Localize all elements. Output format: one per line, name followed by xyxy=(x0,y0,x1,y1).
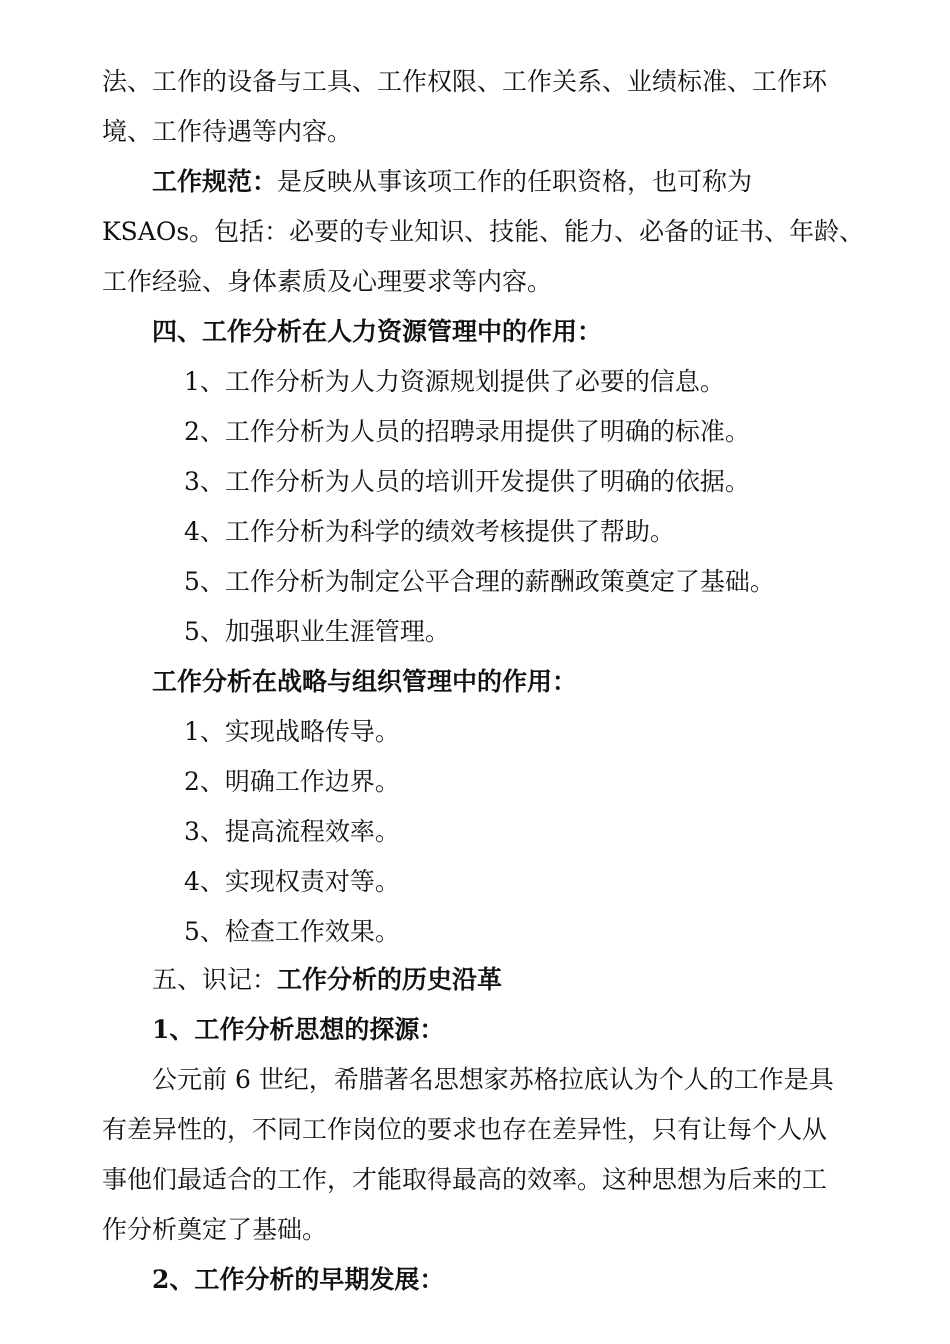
section-prefix: 五、识记： xyxy=(152,965,278,994)
paragraph-line: KSAOs。包括：必要的专业知识、技能、能力、必备的证书、年龄、 xyxy=(102,217,865,246)
section-heading: 四、工作分析在人力资源管理中的作用： xyxy=(152,317,603,346)
job-specification-paragraph xyxy=(152,165,752,199)
list-item: 1、实现战略传导。 xyxy=(184,717,400,746)
paragraph-line: 公元前 6 世纪，希腊著名思想家苏格拉底认为个人的工作是具 xyxy=(152,1065,834,1094)
subsection-heading: 2、工作分析的早期发展： xyxy=(152,1265,445,1294)
subsection-heading: 1、工作分析思想的探源： xyxy=(152,1015,445,1044)
list-item: 3、工作分析为人员的培训开发提供了明确的依据。 xyxy=(184,467,750,496)
list-item: 4、工作分析为科学的绩效考核提供了帮助。 xyxy=(184,517,675,546)
paragraph-line: 有差异性的，不同工作岗位的要求也存在差异性，只有让每个人从 xyxy=(102,1115,828,1144)
list-item: 4、实现权责对等。 xyxy=(184,867,400,896)
list-item: 5、工作分析为制定公平合理的薪酬政策奠定了基础。 xyxy=(184,567,775,596)
paragraph-line: 工作经验、身体素质及心理要求等内容。 xyxy=(102,267,553,296)
list-item: 5、检查工作效果。 xyxy=(184,917,400,946)
section-heading xyxy=(152,963,502,997)
term-heading: 工作规范： xyxy=(152,167,278,196)
list-item: 2、明确工作边界。 xyxy=(184,767,400,796)
section-title: 工作分析的历史沿革 xyxy=(277,965,503,994)
list-item: 2、工作分析为人员的招聘录用提供了明确的标准。 xyxy=(184,417,750,446)
paragraph-line: 境、工作待遇等内容。 xyxy=(102,117,353,146)
list-item: 1、工作分析为人力资源规划提供了必要的信息。 xyxy=(184,367,725,396)
paragraph-line: 事他们最适合的工作，才能取得最高的效率。这种思想为后来的工 xyxy=(102,1165,828,1194)
paragraph-line: 法、工作的设备与工具、工作权限、工作关系、业绩标准、工作环 xyxy=(102,67,828,96)
paragraph-line: 作分析奠定了基础。 xyxy=(102,1215,328,1244)
term-definition: 是反映从事该项工作的任职资格，也可称为 xyxy=(277,167,753,196)
list-item: 5、加强职业生涯管理。 xyxy=(184,617,450,646)
section-heading: 工作分析在战略与组织管理中的作用： xyxy=(152,667,578,696)
list-item: 3、提高流程效率。 xyxy=(184,817,400,846)
